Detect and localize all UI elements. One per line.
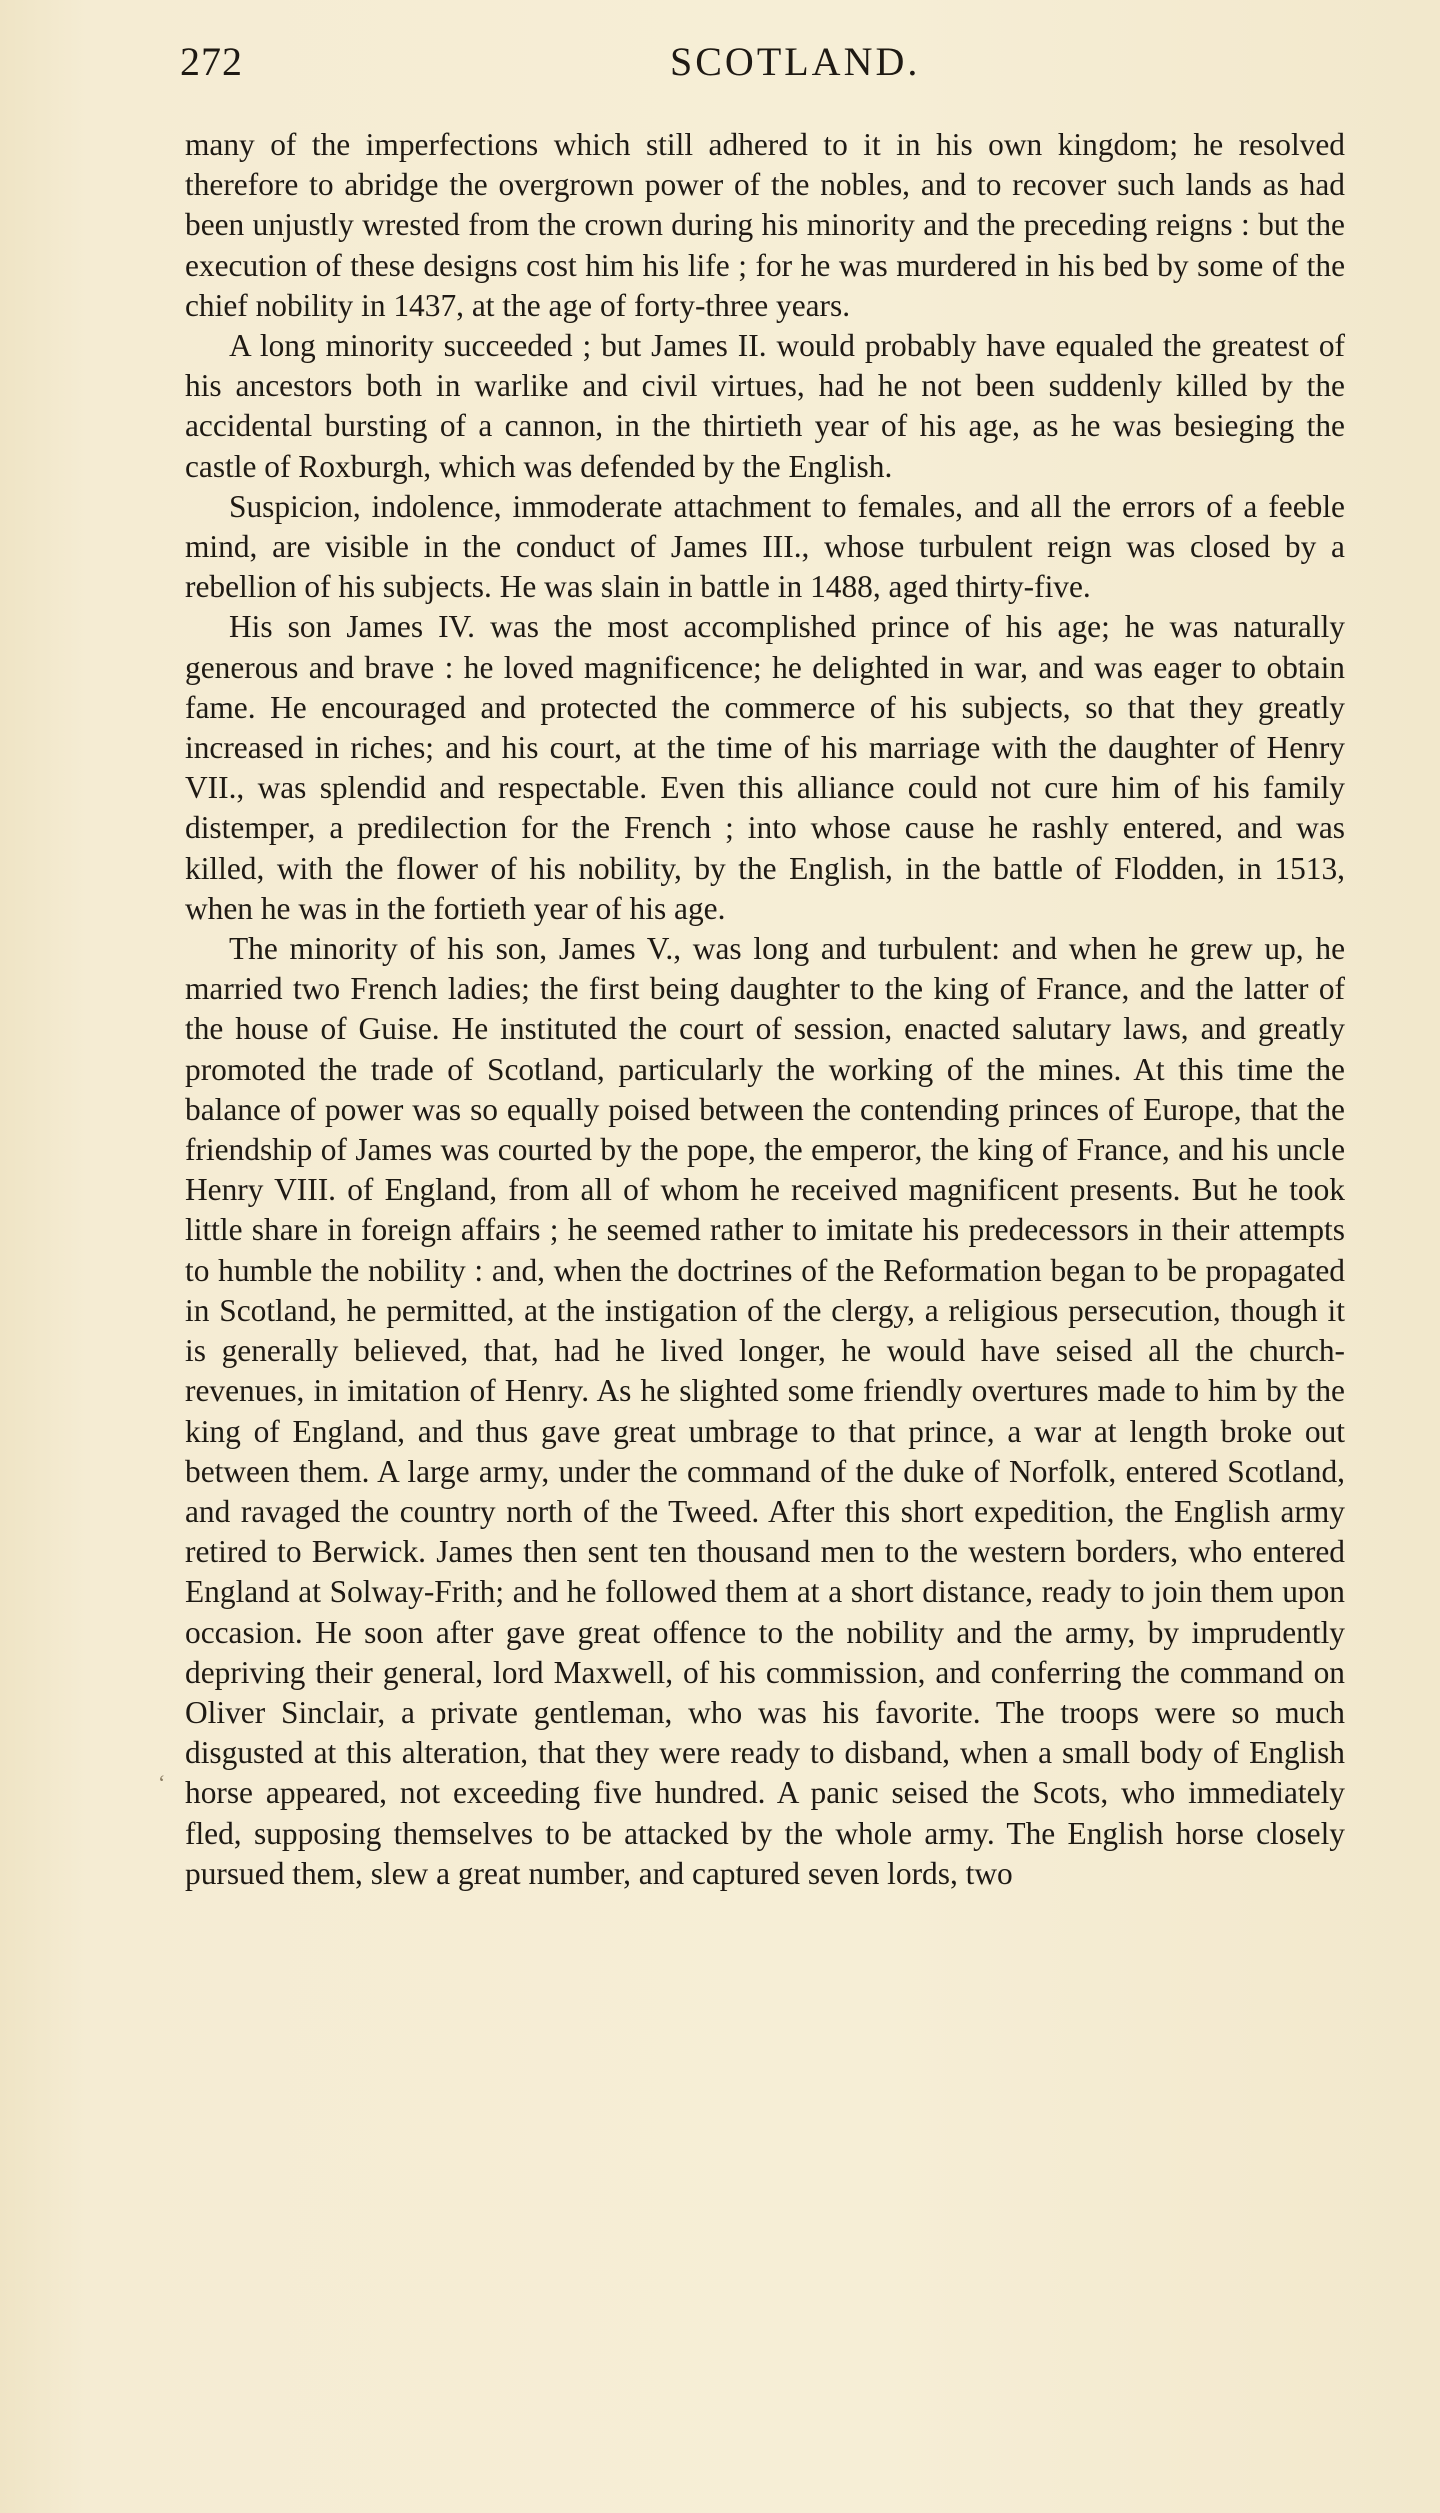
body-text xyxy=(185,125,1345,1894)
paragraph-james-v: The minority of his son, James V., was long and turbulent: and when he grew up, he married two French ladies; the first being daughter to the king of France, and the latter of the house of Guise. He instituted the court of session, enacted salutary laws, and greatly promoted the trade of Scotland, particularly the working of the mines. At this time the balance of power was so equally poised between the contending princes of Europe, that the friendship of James was courted by the pope, the emperor, the king of France, and his uncle Henry VIII. of England, from all of whom he received magnificent presents. But he took little share in foreign affairs ; he seemed rather to imitate his predecessors in their attempts to humble the nobility : and, when the doctrines of the Reformation began to be propagated in Scotland, he permitted, at the instigation of the clergy, a religious persecution, though it is generally believed, that, had he lived longer, he would have seised all the church-revenues, in imitation of Henry. As he slighted some friendly overtures made to him by the king of England, and thus gave great umbrage to that prince, a war at length broke out between them. A large army, under the command of the duke of Norfolk, entered Scotland, and ravaged the country north of the Tweed. After this short expedition, the English army retired to Berwick. James then sent ten thousand men to the western borders, who entered England at Solway-Frith; and he followed them at a short distance, ready to join them upon occasion. He soon after gave great offence to the nobility and the army, by imprudently depriving their general, lord Maxwell, of his commission, and conferring the command on Oliver Sinclair, a private gentleman, who was his favorite. The troops were so much disgusted at this alteration, that they were ready to disband, when a small body of English horse appeared, not exceeding five hundred. A panic seised the Scots, who immediately fled, supposing themselves to be attacked by the whole army. The English horse closely pursued them, slew a great number, and captured seven lords, two xyxy=(185,931,1345,1891)
page-number: 272 xyxy=(180,39,243,84)
paragraph-james-iii: Suspicion, indolence, immoderate attachment to females, and all the errors of a feeble mind, are visible in the conduct of James III., whose turbulent reign was closed by a rebellion of his subjects. He was slain in battle in 1488, aged thirty-five. xyxy=(185,488,1345,605)
page-header xyxy=(180,38,1340,94)
paragraph-james-iv: His son James IV. was the most accomplished prince of his age; he was naturally generous and brave : he loved magnificence; he delighted in war, and was eager to obtain fame. He encouraged and protected the commerce of his subjects, so that they greatly increased in riches; and his court, at the time of his marriage with the daughter of Henry VII., was splendid and respectable. Even this alliance could not cure him of his family distemper, a predilection for the French ; into whose cause he rashly entered, and was killed, with the flower of his nobility, by the English, in the battle of Flodden, in 1513, when he was in the fortieth year of his age. xyxy=(185,609,1345,926)
paragraph-continuation: many of the imperfections which still adhered to it in his own kingdom; he resolved therefore to abridge the overgrown power of the nobles, and to recover such lands as had been unjustly wrested from the crown during his minority and the preceding reigns : but the execution of these designs cost him his life ; for he was murdered in his bed by some of the chief nobility in 1437, at the age of forty-three years. xyxy=(185,127,1345,323)
margin-mark: ‘ xyxy=(158,1770,166,1795)
running-title: SCOTLAND. xyxy=(670,39,921,84)
paragraph-james-ii: A long minority succeeded ; but James II. would probably have equaled the greatest of his ancestors both in warlike and civil virtues, had he not been suddenly killed by the accidental bursting of a cannon, in the thirtieth year of his age, as he was besieging the castle of Roxburgh, which was defended by the English. xyxy=(185,328,1345,484)
